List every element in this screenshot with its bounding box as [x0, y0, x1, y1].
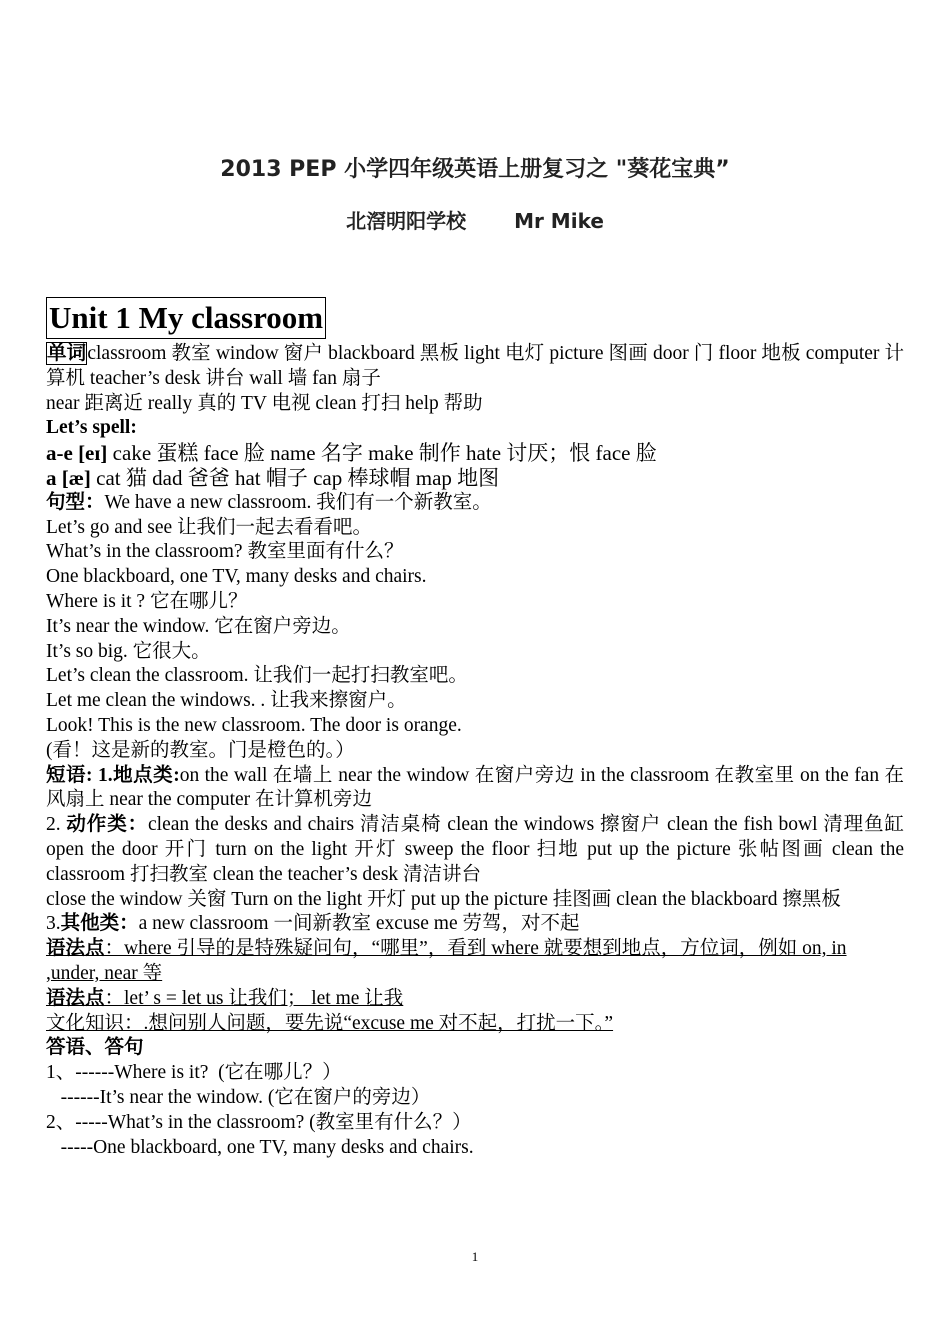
sentence-line: (看！这是新的教室。门是橙色的。） — [46, 739, 355, 761]
spell-heading: Let’s spell: — [46, 417, 137, 439]
sentence-line: It’s so big. 它很大。 — [46, 640, 211, 662]
sentence-line: What’s in the classroom? 教室里面有什么？ — [46, 541, 404, 563]
sentence-line: Let’s clean the classroom. 让我们一起打扫教室吧。 — [46, 665, 468, 687]
unit-heading: Unit 1 My classroom — [46, 297, 326, 339]
phrases-place: 短语: 1.地点类:on the wall 在墙上 near the window 在窗户旁边 in the classroom 在教室里 on the fan 在风扇上 near the computer 在计算机旁边 — [46, 764, 904, 811]
page-number: 1 — [471, 1249, 479, 1264]
document-title: 2013 PEP 小学四年级英语上册复习之 "葵花宝典” — [220, 157, 730, 182]
spell-row-2: a [æ] cat 猫 dad 爸爸 hat 帽子 cap 棒球帽 map 地图 — [46, 465, 500, 490]
teacher-name: Mr Mike — [514, 209, 604, 233]
phrases-label: 短语: 1.地点类: — [46, 764, 180, 786]
sentence-line: It’s near the window. 它在窗户旁边。 — [46, 615, 351, 637]
qa-line: ------It’s near the window. (它在窗户的旁边） — [46, 1086, 431, 1108]
document-subtitle — [0, 205, 950, 234]
phrases-other: 3.其他类：a new classroom 一间新教室 excuse me 劳驾，对不起 — [46, 913, 580, 935]
sentence-label: 句型： — [46, 491, 105, 513]
sentence-line: Let me clean the windows. . 让我来擦窗户。 — [46, 690, 407, 712]
vocab-line-1: 单词classroom 教室 window 窗户 blackboard 黑板 light 电灯 picture 图画 door 门 floor 地板 computer 计算机 teacher’s desk 讲台 wall 墙 fan 扇子 — [46, 343, 904, 389]
qa-line: 2、-----What’s in the classroom? (教室里有什么？） — [46, 1111, 472, 1133]
grammar-point-1: 语法点：where 引导的是特殊疑问句，“哪里”，看到 where 就要想到地点，方位词，例如 on, in ,under, near 等 — [46, 938, 847, 984]
document-body — [46, 342, 904, 1160]
qa-line: 1、------Where is it? (它在哪儿？） — [46, 1062, 342, 1084]
school-name: 北滘明阳学校 — [346, 209, 467, 233]
vocab-line-2: near 距离近 really 真的 TV 电视 clean 打扫 help 帮助 — [46, 392, 483, 414]
sentence-line: One blackboard, one TV, many desks and chairs. — [46, 566, 427, 588]
grammar-point-2: 语法点：let’ s = let us 让我们； let me 让我 — [46, 987, 404, 1009]
phrases-action-2: close the window 关窗 Turn on the light 开灯 put up the picture 挂图画 clean the blackboard 擦黑板 — [46, 888, 841, 910]
vocab-label: 单词 — [47, 343, 87, 364]
qa-line: -----One blackboard, one TV, many desks and chairs. — [46, 1136, 474, 1158]
sentence-line: Where is it ? 它在哪儿？ — [46, 590, 248, 612]
sentence-line: 句型：We have a new classroom. 我们有一个新教室。 — [46, 491, 492, 513]
spell-row-1: a-e [eɪ] cake 蛋糕 face 脸 name 名字 make 制作 hate 讨厌；恨 face 脸 — [46, 441, 657, 466]
sentence-line: Let’s go and see 让我们一起去看看吧。 — [46, 516, 373, 538]
culture-note: 文化知识：.想问别人问题，要先说“excuse me 对不起，打扰一下。” — [46, 1012, 614, 1034]
sentence-line: Look! This is the new classroom. The door is orange. — [46, 714, 462, 736]
phrases-action: 2. 动作类：clean the desks and chairs 清洁桌椅 clean the windows 擦窗户 clean the fish bowl 清理鱼缸 open the door 开门 turn on the light 开灯 sweep the floor 扫地 put up the picture 张帖图画 clean the classroom 打扫教室 clean the teacher’s desk 清洁讲台 — [46, 814, 904, 885]
qa-heading: 答语、答句 — [46, 1037, 144, 1059]
